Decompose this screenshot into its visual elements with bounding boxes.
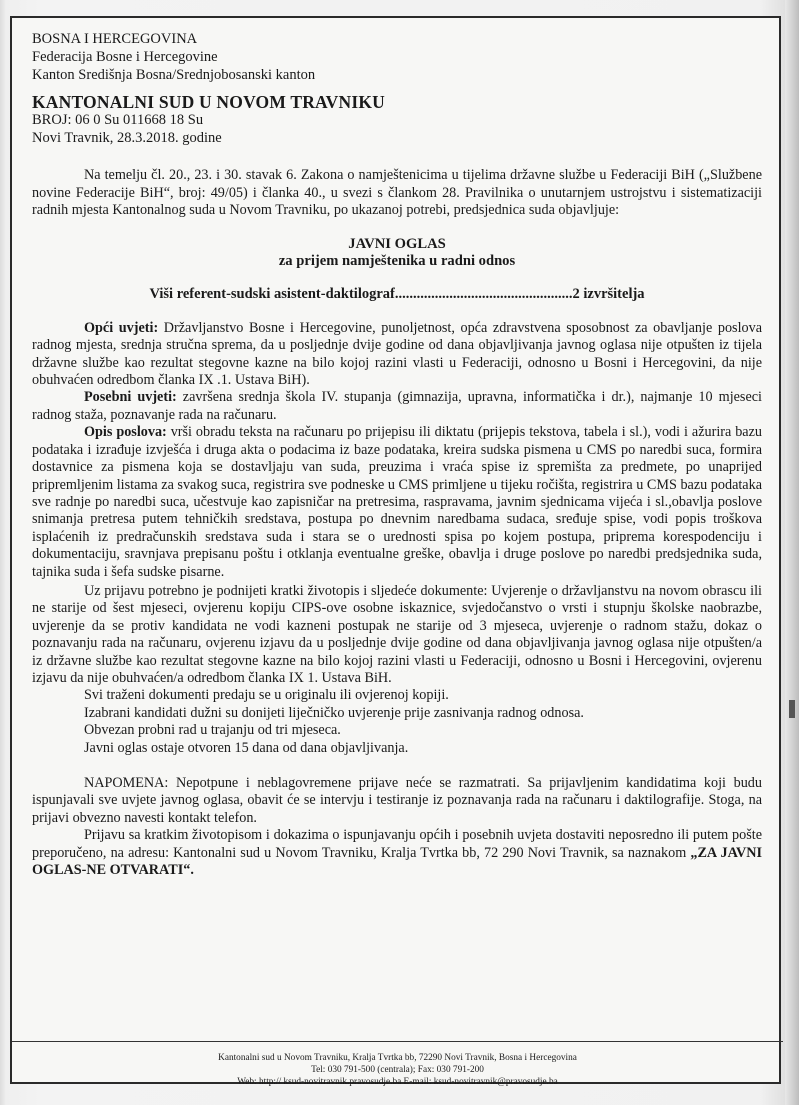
announcement-subtitle: za prijem namještenika u radni odnos [278, 253, 516, 270]
napomena-paragraph: NAPOMENA: Nepotpune i neblagovremene prijave neće se razmatrati. Sa prijavljenim kandidatima koji budu ispunjavali sve uvjete javnog oglasa, obavit će se intervju i testiranje iz poznavanja rada na računaru i daktilografije. Stoga, na prijavi obvezno navesti kontakt telefon. [32, 775, 762, 826]
submission-mark: „ZA JAVNI OGLAS-NE OTVARATI“. [32, 844, 762, 879]
required-documents: Uz prijavu potrebno je podnijeti kratki životopis i sljedeće dokumente: Uvjerenje o državljanstvu na novom obrascu ili ne starije od šest mjeseci, ovjerenu kopiju CIPS-ove osobne iskaznice, svjedočanstvo o vrsti i stupnju školske naobrazbe, uvjerenje da se protiv kandidata ne vodi kazneni postupak ne starije od 3 mjeseca, uvjerenje o radnom stažu, dokaz o poznavanju rada na računaru, ovjerenu izjavu da u posljednje dvije godine od dana objavljivanja javnog oglasa nije otpušten/a iz državne službe kao rezultat stegovne kazne na bilo kojoj razini vlasti u Federaciji, odnosno u Bosni i Hercegovini, ovjerenu izjavu da nije obuhvaćen/a odredbom članka IX 1. Ustava BiH. [32, 582, 762, 686]
job-duties [32, 424, 762, 581]
general-conditions-label: Opći uvjeti: [84, 319, 159, 336]
court-name: KANTONALNI SUD U NOVOM TRAVNIKU [32, 92, 385, 112]
announcement-frame [10, 16, 781, 1087]
federation-line: Federacija Bosne i Hercegovine [32, 49, 218, 65]
footer-web: Web: http:// ksud-novitravnik.pravosudje.ba E-mail: ksud-novitravnik@pravosudje.ba [237, 1077, 558, 1087]
announcement-title: JAVNI OGLAS [348, 235, 446, 252]
special-conditions-label: Posebni uvjeti: [84, 389, 177, 406]
job-duties-text: vrši obradu teksta na računaru po prijepisu ili diktatu (prijepis tekstova, tabela i sl.), vodi i ažurira bazu podataka i izrađuje izvješća i druga akta o podacima iz baze podataka, kreira sudska pismena u CMS po naredbi suca, formira dostavnice za pismena koja se dostavljaju van suda, preuzima i vraća spise iz spremišta za predmete, po unaprijed pripremljenim listama za svakog suca, registrira sve podneske u CMS primljene u tijeku ročišta, registrira u CMS bazu podataka sve radnje po naredbi suca, učestvuje kao zapisničar na pretresima, raspravama, javnim sjednicama vijeća i sl.,obavlja poslove snimanja pretresa putem tehničkih sredstava, postupa po dnevnim naredbama sudaca, sređuje spise, vodi popis troškova isplaćenih iz predračunskih sredstava suda i stara se o urednosti spisa po kojem postupa, priprema korespodenciju i dokumentaciju, sravnjava prepisanu poštu i otklanja eventualne greške, obavlja i druge poslove po naredbi predsjednika suda, tajnika suda i šefa sudske pisarne. [32, 424, 762, 580]
canton-line: Kanton Središnja Bosna/Srednjobosanski kanton [32, 67, 316, 83]
general-conditions [32, 320, 762, 390]
note-item: Obvezan probni rad u trajanju od tri mjeseca. [84, 722, 341, 739]
position-line: Viši referent-sudski asistent-daktilograf.................................................2 izvršitelja [149, 286, 645, 303]
page-edge [785, 0, 799, 1105]
court-footer [12, 1041, 783, 1088]
note-item: Izabrani kandidati dužni su donijeti liječničko uvjerenje prije zasnivanja radnog odnosa. [84, 704, 584, 721]
note-item: Svi traženi dokumenti predaju se u originalu ili ovjerenoj kopiji. [84, 687, 449, 704]
job-duties-label: Opis poslova: [84, 424, 167, 441]
place-date: Novi Travnik, 28.3.2018. godine [32, 130, 222, 147]
footer-phone: Tel: 030 791-500 (centrala); Fax: 030 791-200 [311, 1065, 484, 1075]
submission-text: Prijavu sa kratkim životopisom i dokazima o ispunjavanju općih i posebnih uvjeta dostaviti neposredno ili putem pošte preporučeno, na adresu: Kantonalni sud u Novom Travniku, Kralja Tvrtka bb, 72 290 Novi Travnik, sa naznakom [32, 827, 762, 861]
notes-list [32, 687, 762, 757]
country-line: BOSNA I HERCEGOVINA [32, 31, 198, 47]
general-conditions-text: Državljanstvo Bosne i Hercegovine, punoljetnost, opća zdravstvena sposobnost za obavljanje poslova radnog mjesta, srednja stručna sprema, da u posljednje dvije godine od dana objavljivanja javnog oglasa nije otpušten iz tijela državne službe kao rezultat stegovne kazne na bilo kojoj razini vlasti u Federaciji, odnosno u Bosni i Hercegovini, da nije obuhvaćen odredbom članka IX .1. Ustava BiH). [32, 319, 762, 389]
letterhead [32, 30, 762, 84]
submission-paragraph [32, 827, 762, 879]
special-conditions [32, 389, 762, 424]
intro-paragraph: Na temelju čl. 20., 23. i 30. stavak 6. Zakona o namještenicima u tijelima državne službe u Federaciji BiH („Službene novine Federacije BiH“, broj: 49/05) i članka 40., u svezi s člankom 28. Pravilnika o unutarnjem ustrojstvu i sistematizaciji radnih mjesta Kantonalnog suda u Novom Travniku, po ukazanoj potrebi, predsjednica suda objavljuje: [32, 167, 762, 219]
document-meta [32, 111, 762, 147]
note-item: Javni oglas ostaje otvoren 15 dana od dana objavljivanja. [84, 739, 409, 756]
announcement-content [32, 30, 762, 879]
reference-number: BROJ: 06 0 Su 011668 18 Su [32, 112, 204, 129]
special-conditions-text: završena srednja škola IV. stupanja (gimnazija, upravna, informatička i dr.), najmanje 10 mjeseci radnog staža, poznavanje rada na računaru. [32, 389, 762, 423]
footer-address: Kantonalni sud u Novom Travniku, Kralja Tvrtka bb, 72290 Novi Travnik, Bosna i Hercegovina [218, 1053, 577, 1063]
edge-mark [789, 700, 795, 718]
